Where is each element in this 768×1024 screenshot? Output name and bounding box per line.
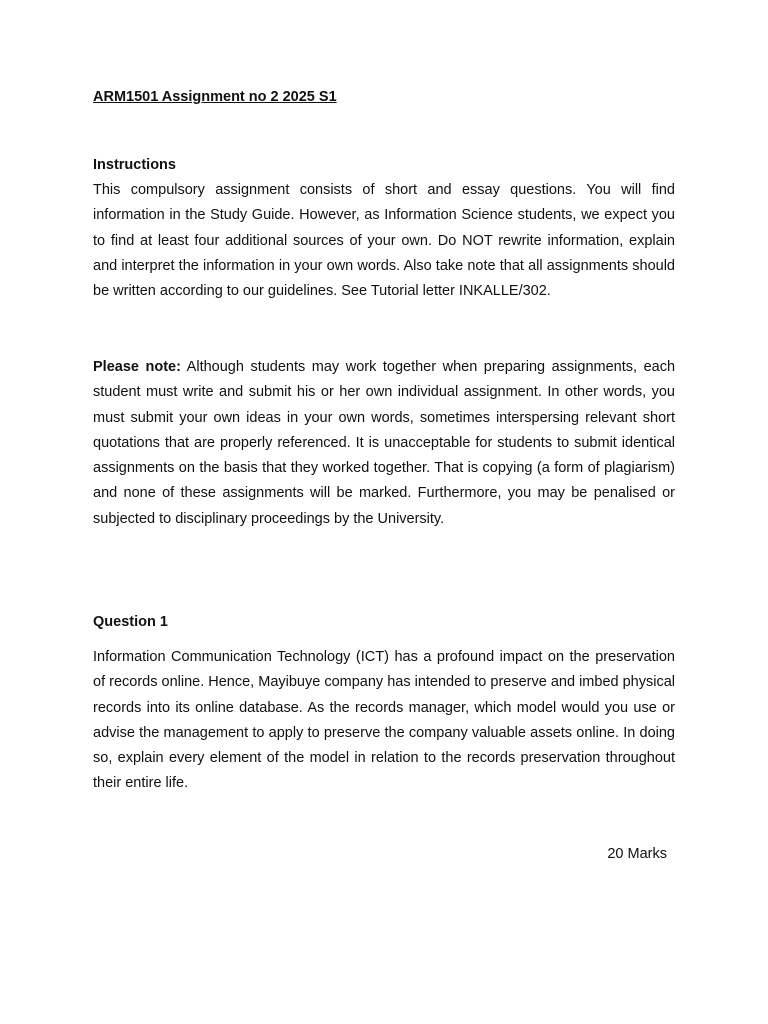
- question-1-marks: 20 Marks: [607, 846, 667, 862]
- please-note-text: Although students may work together when preparing assignments, each student must write and submit his or her own individual assignment. In other words, you must submit your own ideas in your own words, sometimes interspersing relevant short quotations that are properly referenced. It is unacceptable for students to submit identical assignments on the basis that they worked together. That is copying (a form of plagiarism) and none of these assignments will be marked. Furthermore, you may be penalised or subjected to disciplinary proceedings by the University.: [93, 359, 676, 527]
- instructions-paragraph: This compulsory assignment consists of short and essay questions. You will find information in the Study Guide. However, as Information Science students, we expect you to find at least four additional sources of your own. Do NOT rewrite information, explain and interpret the information in your own words. Also take note that all assignments should be written according to our guidelines. See Tutorial letter INKALLE/302.: [93, 182, 675, 300]
- instructions-heading: Instructions: [93, 157, 176, 173]
- document-title: ARM1501 Assignment no 2 2025 S1: [93, 89, 337, 105]
- question-1-paragraph: Information Communication Technology (ICT) has a profound impact on the preservation of records online. Hence, Mayibuye company has intended to preserve and imbed physical records into its online database. As the records manager, which model would you use or advise the management to apply to preserve the company valuable assets online. In doing so, explain every element of the model in relation to the records preservation throughout their entire life.: [93, 649, 675, 792]
- please-note-label: Please note:: [93, 359, 181, 375]
- question-1-heading: Question 1: [93, 614, 168, 630]
- please-note-paragraph: [93, 355, 675, 532]
